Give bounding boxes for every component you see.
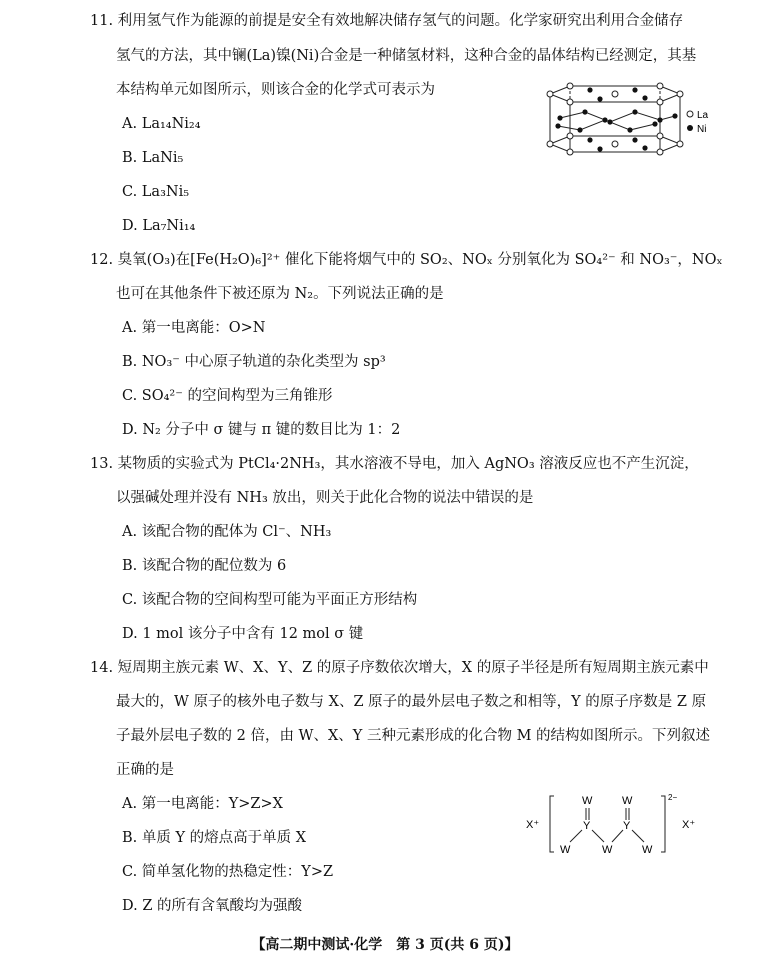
crystal-structure-figure bbox=[540, 82, 720, 164]
q12-option-d: D. N₂ 分子中 σ 键与 π 键的数目比为 1：2 bbox=[122, 422, 401, 438]
q13-option-b: B. 该配合物的配位数为 6 bbox=[122, 558, 287, 574]
q12-line1: 12. 臭氧(O₃)在[Fe(H₂O)₆]²⁺ 催化下能将烟气中的 SO₂、NOₓ 分别氧化为 SO₄²⁻ 和 NO₃⁻，NOₓ bbox=[90, 252, 723, 268]
ni-legend-label: Ni bbox=[697, 124, 707, 135]
q12-option-c: C. SO₄²⁻ 的空间构型为三角锥形 bbox=[122, 388, 333, 404]
atom-w2: W bbox=[622, 795, 633, 807]
anion-charge: 2− bbox=[668, 793, 678, 802]
q14-line3: 子最外层电子数的 2 倍，由 W、X、Y 三种元素形成的化合物 M 的结构如图所示。下列叙述 bbox=[116, 728, 711, 744]
q14-line2: 最大的，W 原子的核外电子数与 X、Z 原子的最外层电子数之和相等，Y 的原子序数是 Z 原 bbox=[116, 694, 707, 710]
atom-y2: Y bbox=[623, 820, 631, 832]
q11-option-a: A. La₁₄Ni₂₄ bbox=[122, 116, 201, 132]
q13-line1: 13. 某物质的实验式为 PtCl₄·2NH₃，其水溶液不导电，加入 AgNO₃ 溶液反应也不产生沉淀， bbox=[90, 456, 699, 472]
q14-option-d: D. Z 的所有含氧酸均为强酸 bbox=[122, 898, 303, 914]
q12-option-b: B. NO₃⁻ 中心原子轨道的杂化类型为 sp³ bbox=[122, 354, 386, 370]
q14-line1: 14. 短周期主族元素 W、X、Y、Z 的原子序数依次增大，X 的原子半径是所有短周期主族元素中 bbox=[90, 660, 709, 676]
q12-option-a: A. 第一电离能：O>N bbox=[122, 320, 266, 336]
cation-right: X⁺ bbox=[682, 819, 696, 831]
q13-option-a: A. 该配合物的配体为 Cl⁻、NH₃ bbox=[122, 524, 332, 540]
atom-w3: W bbox=[560, 844, 571, 856]
atom-w1: W bbox=[582, 795, 593, 807]
la-legend-label: La bbox=[697, 110, 709, 121]
q14-option-a: A. 第一电离能：Y>Z>X bbox=[122, 796, 283, 812]
la-legend-marker bbox=[687, 111, 693, 117]
q11-option-b: B. LaNi₅ bbox=[122, 150, 184, 166]
q13-line2: 以强碱处理并没有 NH₃ 放出，则关于此化合物的说法中错误的是 bbox=[116, 490, 534, 506]
q13-option-c: C. 该配合物的空间构型可能为平面正方形结构 bbox=[122, 592, 418, 608]
atom-y1: Y bbox=[583, 820, 591, 832]
q14-line4: 正确的是 bbox=[116, 762, 174, 778]
q14-option-b: B. 单质 Y 的熔点高于单质 X bbox=[122, 830, 307, 846]
q13-option-d: D. 1 mol 该分子中含有 12 mol σ 键 bbox=[122, 626, 364, 642]
page-footer: 【高二期中测试·化学 第 3 页(共 6 页)】 bbox=[251, 937, 519, 953]
q11-line2: 氢气的方法，其中镧(La)镍(Ni)合金是一种储氢材料，这种合金的晶体结构已经测定，其基 bbox=[116, 48, 697, 64]
q11-line1: 11. 利用氢气作为能源的前提是安全有效地解决储存氢气的问题。化学家研究出利用合金储存 bbox=[90, 13, 684, 29]
q12-line2: 也可在其他条件下被还原为 N₂。下列说法正确的是 bbox=[116, 286, 444, 302]
atom-w4: W bbox=[602, 844, 613, 856]
q14-option-c: C. 简单氢化物的热稳定性：Y>Z bbox=[122, 864, 334, 880]
q11-option-d: D. La₇Ni₁₄ bbox=[122, 218, 196, 234]
compound-m-structure bbox=[520, 790, 720, 860]
q11-option-c: C. La₃Ni₅ bbox=[122, 184, 190, 200]
cation-left: X⁺ bbox=[526, 819, 540, 831]
atom-w5: W bbox=[642, 844, 653, 856]
q11-line3: 本结构单元如图所示，则该合金的化学式可表示为 bbox=[116, 82, 435, 98]
ni-legend-marker bbox=[687, 125, 693, 131]
